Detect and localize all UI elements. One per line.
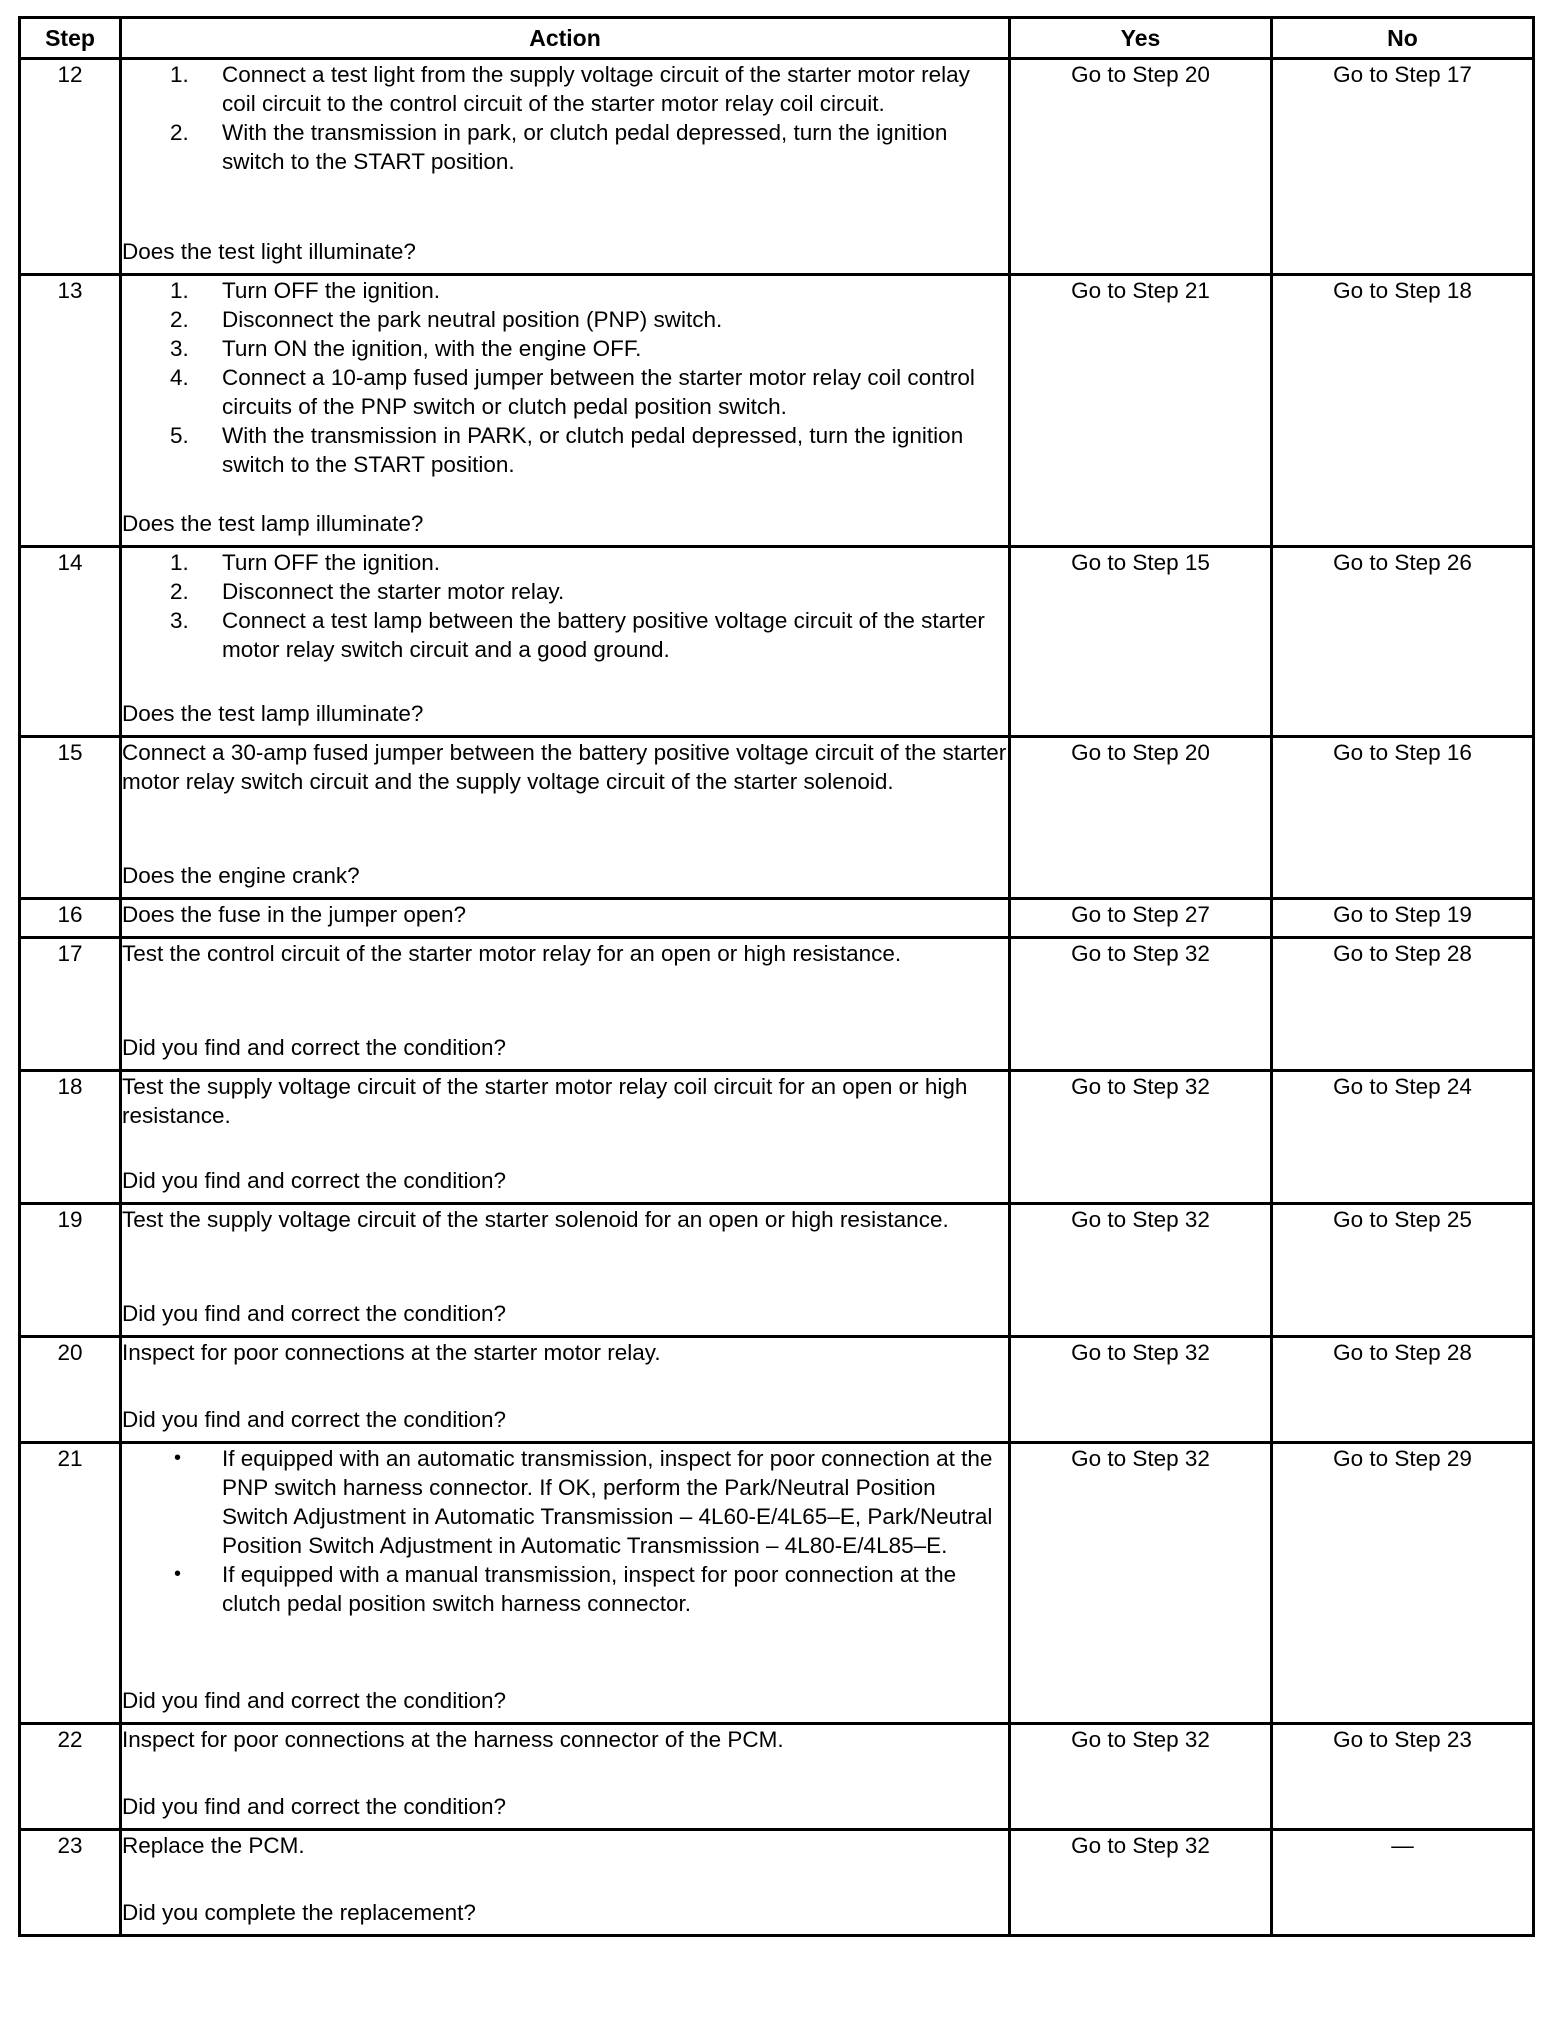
table-row [20, 1724, 1534, 1830]
yes-outcome: Go to Step 15 [1071, 550, 1210, 575]
action-question: Does the fuse in the jumper open? [122, 902, 466, 927]
table-row [20, 899, 1534, 938]
no-cell [1272, 737, 1534, 899]
action-cell [121, 1724, 1010, 1830]
step-number: 17 [20, 938, 121, 1071]
no-outcome: Go to Step 18 [1333, 278, 1472, 303]
step-number: 20 [20, 1337, 121, 1443]
action-cell [121, 59, 1010, 275]
no-cell [1272, 1830, 1534, 1936]
action-content [122, 276, 1008, 538]
header-step: Step [20, 18, 121, 59]
yes-cell [1010, 275, 1272, 547]
no-outcome: Go to Step 25 [1333, 1207, 1472, 1232]
no-cell [1272, 899, 1534, 938]
yes-cell [1010, 1337, 1272, 1443]
yes-outcome: Go to Step 32 [1071, 1727, 1210, 1752]
action-cell [121, 1443, 1010, 1724]
step-number: 12 [20, 59, 121, 275]
list-item [122, 60, 1008, 118]
action-content [122, 939, 1008, 1062]
numbered-list [122, 60, 1008, 176]
list-item-text: Connect a 10-amp fused jumper between the starter motor relay coil control circuits of the PNP switch or clutch pedal position switch. [222, 365, 975, 419]
step-marker: 1. [170, 278, 189, 303]
list-item-text: Disconnect the starter motor relay. [222, 579, 565, 604]
list-item [122, 334, 1008, 363]
table-row [20, 275, 1534, 547]
action-content [122, 1338, 1008, 1434]
step-number: 16 [20, 899, 121, 938]
action-cell [121, 1830, 1010, 1936]
yes-cell [1010, 899, 1272, 938]
action-question: Does the test light illuminate? [122, 239, 416, 264]
step-marker: 1. [170, 550, 189, 575]
list-item-text: If equipped with an automatic transmission, inspect for poor connection at the PNP switch harness connector. If OK, perform the Park/Neutral Position Switch Adjustment in Automatic Transmission – 4L60-E/4L65–E, Park/Neutral Position Switch Adjustment in Automatic Transmission – 4L80-E/4L85–E. [222, 1446, 993, 1558]
no-outcome: Go to Step 26 [1333, 550, 1472, 575]
list-item-text: Connect a test light from the supply voltage circuit of the starter motor relay coil circuit to the control circuit of the starter motor relay coil circuit. [222, 62, 970, 116]
yes-outcome: Go to Step 32 [1071, 941, 1210, 966]
list-item [122, 606, 1008, 664]
action-question: Does the test lamp illuminate? [122, 511, 424, 536]
no-cell [1272, 938, 1534, 1071]
action-instruction: Inspect for poor connections at the harness connector of the PCM. [122, 1727, 784, 1752]
no-outcome: — [1391, 1833, 1414, 1858]
list-item [122, 276, 1008, 305]
list-item [122, 577, 1008, 606]
step-number: 14 [20, 547, 121, 737]
no-cell [1272, 275, 1534, 547]
list-item-text: If equipped with a manual transmission, inspect for poor connection at the clutch pedal position switch harness connector. [222, 1562, 957, 1616]
action-question: Does the engine crank? [122, 863, 360, 888]
yes-cell [1010, 1204, 1272, 1337]
step-marker: 2. [170, 307, 189, 332]
no-cell [1272, 1071, 1534, 1204]
action-instruction: Test the control circuit of the starter motor relay for an open or high resistance. [122, 941, 902, 966]
action-question: Did you find and correct the condition? [122, 1407, 506, 1432]
table-row [20, 737, 1534, 899]
step-marker: 3. [170, 608, 189, 633]
header-yes: Yes [1010, 18, 1272, 59]
no-cell [1272, 1724, 1534, 1830]
step-number: 15 [20, 737, 121, 899]
yes-cell [1010, 59, 1272, 275]
no-outcome: Go to Step 17 [1333, 62, 1472, 87]
action-cell [121, 275, 1010, 547]
action-content [122, 60, 1008, 266]
action-content [122, 1444, 1008, 1715]
no-cell [1272, 59, 1534, 275]
action-content [122, 738, 1008, 890]
action-question: Did you find and correct the condition? [122, 1168, 506, 1193]
action-question: Did you find and correct the condition? [122, 1794, 506, 1819]
yes-outcome: Go to Step 32 [1071, 1446, 1210, 1471]
header-action: Action [121, 18, 1010, 59]
action-content [122, 548, 1008, 728]
table-row [20, 1071, 1534, 1204]
table-row [20, 1443, 1534, 1724]
no-outcome: Go to Step 29 [1333, 1446, 1472, 1471]
action-content [122, 1831, 1008, 1927]
list-item-text: With the transmission in PARK, or clutch pedal depressed, turn the ignition switch to the START position. [222, 423, 964, 477]
yes-cell [1010, 1724, 1272, 1830]
list-item [122, 118, 1008, 176]
no-outcome: Go to Step 28 [1333, 941, 1472, 966]
header-no: No [1272, 18, 1534, 59]
yes-cell [1010, 938, 1272, 1071]
step-marker: 4. [170, 365, 189, 390]
list-item-text: Connect a test lamp between the battery positive voltage circuit of the starter motor relay switch circuit and a good ground. [222, 608, 985, 662]
list-item [122, 1560, 1008, 1618]
table-body [20, 59, 1534, 1936]
no-cell [1272, 1204, 1534, 1337]
list-item-text: Disconnect the park neutral position (PNP) switch. [222, 307, 723, 332]
yes-outcome: Go to Step 20 [1071, 740, 1210, 765]
list-item [122, 363, 1008, 421]
yes-outcome: Go to Step 32 [1071, 1833, 1210, 1858]
numbered-list [122, 276, 1008, 479]
action-question: Did you complete the replacement? [122, 1900, 476, 1925]
list-item-text: Turn OFF the ignition. [222, 278, 441, 303]
step-number: 18 [20, 1071, 121, 1204]
action-question: Did you find and correct the condition? [122, 1301, 506, 1326]
table-row [20, 59, 1534, 275]
yes-outcome: Go to Step 21 [1071, 278, 1210, 303]
yes-outcome: Go to Step 32 [1071, 1207, 1210, 1232]
step-marker: 1. [170, 62, 189, 87]
bulleted-list [122, 1444, 1008, 1618]
bullet-marker: • [174, 1563, 182, 1585]
step-number: 21 [20, 1443, 121, 1724]
step-number: 13 [20, 275, 121, 547]
action-cell [121, 1337, 1010, 1443]
yes-outcome: Go to Step 32 [1071, 1074, 1210, 1099]
action-cell [121, 938, 1010, 1071]
list-item-text: With the transmission in park, or clutch pedal depressed, turn the ignition switch to the START position. [222, 120, 948, 174]
action-instruction: Test the supply voltage circuit of the starter motor relay coil circuit for an open or high resistance. [122, 1074, 968, 1128]
no-cell [1272, 547, 1534, 737]
bullet-marker: • [174, 1447, 182, 1469]
yes-cell [1010, 1830, 1272, 1936]
no-outcome: Go to Step 24 [1333, 1074, 1472, 1099]
action-cell [121, 737, 1010, 899]
action-instruction: Test the supply voltage circuit of the starter solenoid for an open or high resistance. [122, 1207, 949, 1232]
action-question: Does the test lamp illuminate? [122, 701, 424, 726]
no-cell [1272, 1443, 1534, 1724]
action-content [122, 900, 1008, 929]
list-item-text: Turn ON the ignition, with the engine OFF. [222, 336, 642, 361]
diagnostic-table [18, 16, 1535, 1937]
action-cell [121, 1204, 1010, 1337]
yes-outcome: Go to Step 27 [1071, 902, 1210, 927]
no-outcome: Go to Step 28 [1333, 1340, 1472, 1365]
step-marker: 2. [170, 120, 189, 145]
no-outcome: Go to Step 19 [1333, 902, 1472, 927]
step-number: 23 [20, 1830, 121, 1936]
list-item [122, 421, 1008, 479]
action-cell [121, 1071, 1010, 1204]
list-item [122, 548, 1008, 577]
step-marker: 2. [170, 579, 189, 604]
action-instruction: Inspect for poor connections at the starter motor relay. [122, 1340, 661, 1365]
yes-cell [1010, 1443, 1272, 1724]
yes-outcome: Go to Step 32 [1071, 1340, 1210, 1365]
action-question: Did you find and correct the condition? [122, 1035, 506, 1060]
table-row [20, 1830, 1534, 1936]
yes-cell [1010, 1071, 1272, 1204]
no-outcome: Go to Step 16 [1333, 740, 1472, 765]
list-item [122, 1444, 1008, 1560]
step-number: 19 [20, 1204, 121, 1337]
yes-outcome: Go to Step 20 [1071, 62, 1210, 87]
table-row [20, 1204, 1534, 1337]
no-cell [1272, 1337, 1534, 1443]
yes-cell [1010, 737, 1272, 899]
list-item [122, 305, 1008, 334]
step-number: 22 [20, 1724, 121, 1830]
action-cell [121, 547, 1010, 737]
list-item-text: Turn OFF the ignition. [222, 550, 441, 575]
step-marker: 3. [170, 336, 189, 361]
header-row [20, 18, 1534, 59]
action-instruction: Connect a 30-amp fused jumper between the battery positive voltage circuit of the starter motor relay switch circuit and the supply voltage circuit of the starter solenoid. [122, 740, 1007, 794]
action-content [122, 1205, 1008, 1328]
action-question: Did you find and correct the condition? [122, 1688, 506, 1713]
no-outcome: Go to Step 23 [1333, 1727, 1472, 1752]
table-row [20, 1337, 1534, 1443]
table-row [20, 547, 1534, 737]
action-instruction: Replace the PCM. [122, 1833, 305, 1858]
action-content [122, 1072, 1008, 1195]
action-content [122, 1725, 1008, 1821]
table-row [20, 938, 1534, 1071]
yes-cell [1010, 547, 1272, 737]
numbered-list [122, 548, 1008, 664]
action-cell [121, 899, 1010, 938]
step-marker: 5. [170, 423, 189, 448]
